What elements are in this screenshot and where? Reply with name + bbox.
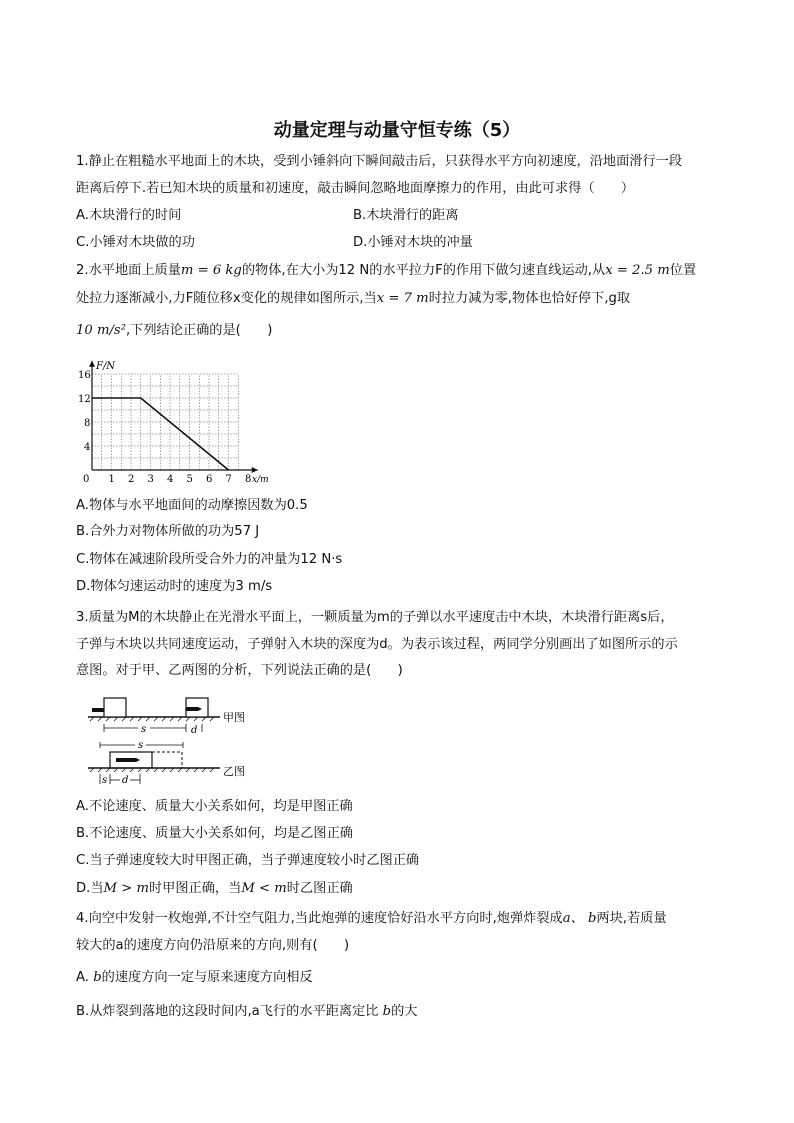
q3-line1: 3.质量为M的木块静止在光滑水平面上，一颗质量为m的子弹以水平速度击中木块，木块滑行距离s后， (76, 610, 674, 625)
bullet-block-diagram (80, 690, 280, 790)
q2-line2 (76, 290, 630, 308)
q1-option-b: B.木块滑行的距离 (353, 208, 459, 223)
x-tick-label: 5 (186, 474, 193, 485)
q4-opta-text: 的速度方向一定与原来速度方向相反 (101, 970, 313, 985)
block-yi-final (152, 752, 182, 768)
page-title: 动量定理与动量守恒专练（5） (273, 120, 521, 141)
label-d-jia: d (191, 725, 198, 736)
label-yi: 乙图 (223, 765, 245, 778)
x-tick-label: 3 (147, 474, 154, 485)
label-d-yi: d (122, 775, 129, 786)
q4-text: 4.向空中发射一枚炮弹,不计空气阻力,当此炮弹的速度恰好沿水平方向时,炮弹炸裂成 (76, 911, 563, 926)
q3-optd-cond2: M < m (241, 881, 287, 896)
q3-optd-cond1: M > m (103, 881, 149, 896)
q4-optb-text: 的大 (391, 1004, 418, 1019)
label-jia: 甲图 (223, 711, 245, 724)
label-s-yi: s (102, 775, 108, 786)
q2-option-d: D.物体匀速运动时的速度为3 m/s (76, 579, 273, 594)
y-tick-label: 4 (84, 442, 91, 453)
q3-option-c: C.当子弹速度较大时甲图正确，当子弹速度较小时乙图正确 (76, 853, 420, 868)
q3-optd-text: 时甲图正确，当 (149, 881, 242, 896)
q1-line2: 距离后停下.若已知木块的质量和初速度，敲击瞬间忽略地面摩擦力的作用，由此可求得（ ） (76, 181, 635, 196)
q1-option-d: D.小锤对木块的冲量 (353, 235, 473, 250)
q2-option-c: C.物体在减速阶段所受合外力的冲量为12 N·s (76, 552, 343, 567)
q3-option-b: B.不论速度、质量大小关系如何，均是乙图正确 (76, 826, 353, 841)
q4-optb-var: b (382, 1004, 392, 1019)
y-axis-label: F/N (96, 360, 116, 372)
q4-optb-text: B.从炸裂到落地的这段时间内,a飞行的水平距离定比 (76, 1004, 379, 1019)
y-tick-label: 12 (78, 394, 91, 405)
label-s-jia: s (141, 724, 147, 735)
bullet-yi (116, 758, 140, 762)
q2-mass: m = 6 kg (180, 263, 242, 278)
q4-line2: 较大的a的速度方向仍沿原来的方向,则有( ) (76, 938, 350, 953)
x-tick-label: 0 (83, 474, 90, 485)
q4-option-a (76, 969, 313, 987)
x-tick-label: 1 (108, 474, 115, 485)
force-displacement-chart (76, 350, 276, 485)
q1-option-a: A.木块滑行的时间 (76, 208, 182, 223)
q1-line1: 1.静止在粗糙水平地面上的木块，受到小锤斜向下瞬间敲击后，只获得水平方向初速度，沿地面滑行一段 (76, 154, 683, 169)
q2-g: 10 m/s² (76, 323, 126, 338)
q2-text: 的物体,在大小为12 N的水平拉力F的作用下做匀速直线运动,从 (241, 263, 606, 278)
q2-x-end: x = 7 m (376, 291, 429, 306)
x-tick-label: 8 (245, 474, 252, 485)
q2-text: 2.水平地面上质量 (76, 263, 181, 278)
q3-option-d (76, 880, 353, 898)
q2-option-b: B.合外力对物体所做的功为57 J (76, 524, 260, 539)
x-axis-label: x/m (252, 475, 269, 485)
x-tick-label: 7 (225, 474, 232, 485)
q2-text: 处拉力逐渐减小,力F随位移x变化的规律如图所示,当 (76, 291, 377, 306)
x-tick-label: 2 (128, 474, 135, 485)
x-axis-arrow (252, 467, 258, 473)
y-tick-label: 8 (84, 418, 91, 429)
q4-pieces: a、 b (562, 911, 597, 926)
q4-opta-text: A. (76, 970, 89, 985)
q2-option-a: A.物体与水平地面间的动摩擦因数为0.5 (76, 498, 308, 513)
q3-line3: 意图。对于甲、乙两图的分析，下列说法正确的是( ) (76, 663, 403, 678)
q3-line2: 子弹与木块以共同速度运动，子弹射入木块的深度为d。为表示该过程，两同学分别画出了如图所示的示 (76, 637, 678, 652)
q2-line3 (76, 322, 272, 340)
x-tick-label: 6 (206, 474, 213, 485)
y-axis-arrow (89, 361, 95, 367)
q4-line1 (76, 910, 667, 928)
q4-text: 两块,若质量 (596, 911, 667, 926)
block-initial (104, 698, 126, 717)
q2-x-start: x = 2.5 m (605, 263, 670, 278)
q2-text: ,下列结论正确的是( ) (125, 323, 273, 338)
q2-text: 位置 (669, 263, 697, 278)
label-s-yi-top: s (138, 740, 144, 751)
q3-option-a: A.不论速度、质量大小关系如何，均是甲图正确 (76, 799, 353, 814)
q3-optd-text: D.当 (76, 881, 104, 896)
q4-option-b (76, 1003, 417, 1021)
q4-opta-var: b (93, 970, 102, 985)
q2-line1 (76, 262, 696, 280)
y-tick-label: 16 (78, 370, 91, 381)
q3-optd-text: 时乙图正确 (286, 881, 353, 896)
x-tick-label: 4 (167, 474, 174, 485)
q2-text: 时拉力减为零,物体也恰好停下,g取 (428, 291, 631, 306)
q1-option-c: C.小锤对木块做的功 (76, 235, 195, 250)
